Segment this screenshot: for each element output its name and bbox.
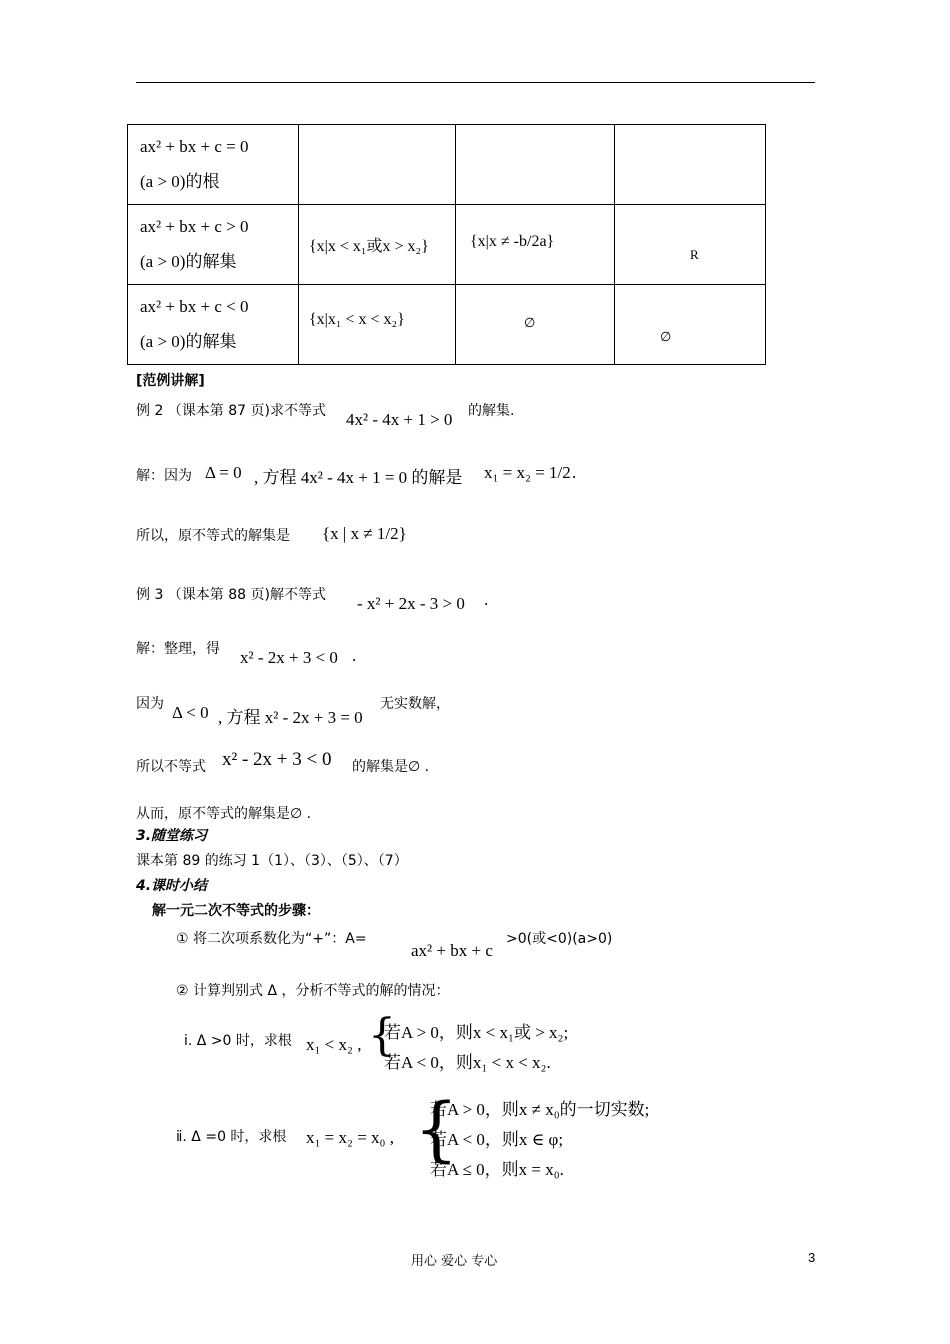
row3-label <box>128 285 299 365</box>
row3-empty-set: ∅ <box>524 315 536 330</box>
header-rule <box>136 82 815 83</box>
solution3-prefix: 解：整理，得 <box>136 641 220 657</box>
case2-label: ⅱ. Δ =0 时，求根 <box>176 1129 287 1145</box>
row1-cond: (a > 0)的根 <box>140 172 220 191</box>
practice-text: 课本第 89 的练习 1（1）、（3）、（5）、（7） <box>136 853 408 869</box>
row1-eq: ax² + bx + c = 0 <box>140 137 249 156</box>
so-suffix: 的解集是∅ . <box>352 759 430 775</box>
case2-line2: 若A < 0，则x ∈ φ; <box>430 1130 564 1149</box>
row1-label <box>128 125 299 205</box>
so-inequality: x² - 2x + 3 < 0 <box>222 749 332 770</box>
example2-inequality: 4x² - 4x + 1 > 0 <box>346 410 453 429</box>
solution2-prefix: 解：因为 <box>136 468 192 484</box>
section-title-examples: [范例讲解] <box>136 373 205 389</box>
answer2-prefix: 所以，原不等式的解集是 <box>136 528 290 544</box>
example3-prefix: 例 3 （课本第 88 页)解不等式 <box>136 587 326 603</box>
row2-all-reals: R <box>690 247 699 262</box>
case1-roots: x₁ < x₂ , <box>306 1035 362 1054</box>
row3-eq: ax² + bx + c < 0 <box>140 297 249 316</box>
thus-line: 从而，原不等式的解集是∅ . <box>136 806 312 822</box>
row3-empty-set-2: ∅ <box>660 329 672 344</box>
example2-prefix: 例 2 （课本第 87 页)求不等式 <box>136 403 326 419</box>
steps-title: 解一元二次不等式的步骤： <box>152 903 320 919</box>
row2-eq: ax² + bx + c > 0 <box>140 217 249 236</box>
row3-solution-set: {x|x₁ < x < x₂} <box>309 311 405 328</box>
case1-brace: { <box>368 1010 396 1061</box>
case2-roots: x₁ = x₂ = x₀ , <box>306 1128 394 1147</box>
solution2-end: . <box>572 463 577 482</box>
because-suffix: 无实数解， <box>380 696 450 712</box>
row2-cond: (a > 0)的解集 <box>140 252 237 271</box>
example3-end: . <box>484 590 489 609</box>
case2-line3: 若A ≤ 0，则x = x₀. <box>430 1160 564 1179</box>
step1-expression: ax² + bx + c <box>411 941 493 960</box>
step1-prefix: ① 将二次项系数化为“+”：A= <box>176 931 367 947</box>
summary-table <box>127 124 766 365</box>
solution2-equation: , 方程 4x² - 4x + 1 = 0 的解是 <box>254 468 463 487</box>
because-equation: , 方程 x² - 2x + 3 = 0 <box>218 708 363 727</box>
page-number: 3 <box>808 1250 816 1265</box>
so-prefix: 所以不等式 <box>136 759 206 775</box>
case1-line2: 若A < 0，则x₁ < x < x₂. <box>384 1053 551 1072</box>
example3-inequality: - x² + 2x - 3 > 0 <box>357 594 465 613</box>
step2-text: ② 计算判别式 Δ ，分析不等式的解的情况： <box>176 983 450 999</box>
section-title-summary: 4.课时小结 <box>136 878 208 894</box>
solution2-roots: x₁ = x₂ = 1/2 <box>484 463 571 482</box>
row2-label <box>128 205 299 285</box>
answer2-set: {x | x ≠ 1/2} <box>322 524 407 543</box>
case2-line1: 若A > 0，则x ≠ x₀的一切实数; <box>430 1100 650 1119</box>
row3-cond: (a > 0)的解集 <box>140 332 237 351</box>
case2-brace: { <box>414 1088 459 1170</box>
example2-suffix: 的解集. <box>468 403 515 419</box>
case1-line1: 若A > 0，则x < x₁或 > x₂; <box>384 1023 569 1042</box>
case1-label: ⅰ. Δ >0 时，求根 <box>184 1033 292 1049</box>
step1-suffix: >0(或<0)(a>0) <box>506 931 613 947</box>
row2-solution-set: {x|x < x₁或x > x₂} <box>309 238 429 255</box>
section-title-practice: 3.随堂练习 <box>136 828 208 844</box>
footer-text: 用心 爱心 专心 <box>411 1254 498 1269</box>
solution2-delta: Δ = 0 <box>205 463 242 482</box>
solution3-inequality: x² - 2x + 3 < 0 <box>240 648 338 667</box>
row2-double-root-set: {x|x ≠ -b/2a} <box>470 233 555 250</box>
because-delta: Δ < 0 <box>172 703 209 722</box>
solution3-end: . <box>352 646 357 665</box>
because-prefix: 因为 <box>136 696 164 712</box>
